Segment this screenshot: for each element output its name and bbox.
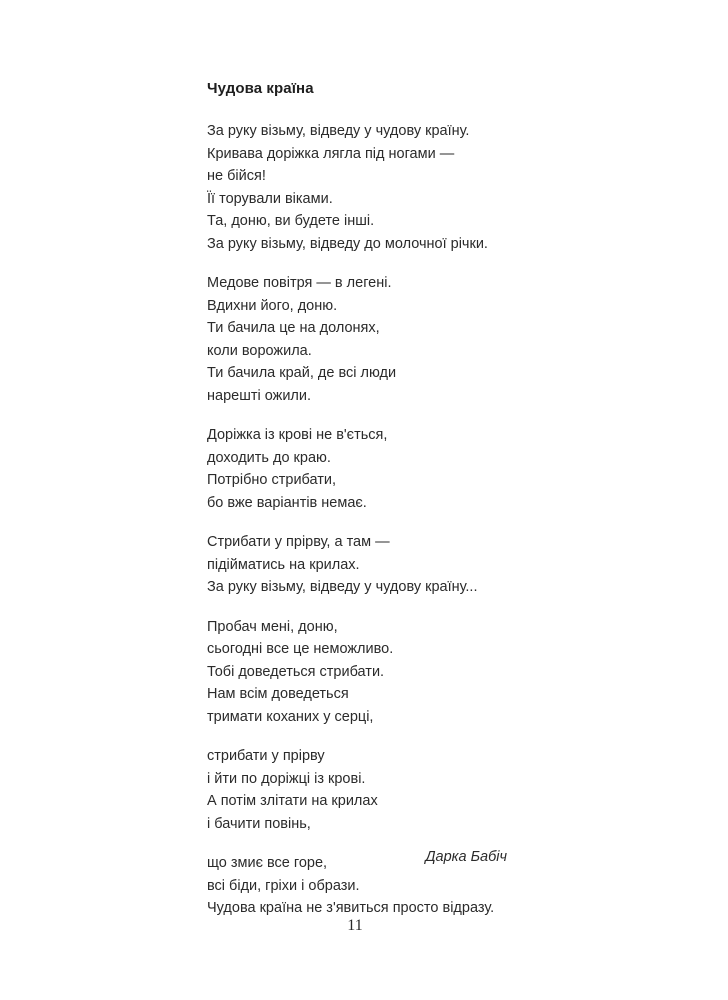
page-number: 11 [347,917,363,934]
poem-line: і бачити повінь, [207,815,311,832]
poem-line: і йти по доріжці із крові. [207,770,366,787]
poem-line: Медове повітря — в легені. [207,275,392,291]
poem-line: За руку візьму, відведу у чудову країну... [207,579,478,595]
poem-line: не бійся! [207,168,266,184]
poem-line: підійматись на крилах. [207,556,360,573]
poem-line: За руку візьму, відведу до молочної річки. [207,235,488,252]
poem-line: всі біди, гріхи і образи. [207,877,360,894]
poem-line: Чудова країна не з'явиться просто відразу. [207,900,495,916]
poem [207,78,537,937]
poem-stanza [207,120,537,255]
poem-title: Чудова країна [207,80,314,97]
poem-stanza [207,531,537,599]
poem-line: тримати коханих у серці, [207,708,374,725]
poem-line: стрибати у прірву [207,748,325,764]
poem-body [207,120,537,920]
poem-author: Дарка Бабіч [425,849,507,865]
poem-line: Її торували віками. [207,190,333,207]
poem-line: доходить до краю. [207,449,331,466]
poem-line: бо вже варіантів немає. [207,494,367,511]
poem-line: Пробач мені, доню, [207,618,338,635]
poem-line: коли ворожила. [207,342,312,359]
poem-line: За руку візьму, відведу у чудову країну. [207,123,470,139]
poem-line: А потім злітати на крилах [207,793,378,809]
poem-line: що змиє все горе, [207,855,328,871]
poem-line: нарешті ожили. [207,387,312,404]
poem-line: Доріжка із крові не в'ється, [207,427,388,443]
poem-stanza [207,272,537,407]
poem-line: Стрибати у прірву, а там — [207,534,390,550]
poem-line: Ти бачила край, де всі люди [207,365,397,381]
poem-line: Вдихни його, доню. [207,297,338,314]
poem-stanza [207,745,537,835]
poem-line: Кривава доріжка лягла під ногами — [207,145,455,162]
poem-line: Потрібно стрибати, [207,472,337,488]
poem-line: Нам всім доведеться [207,686,349,702]
poem-stanza [207,616,537,729]
poem-stanza [207,424,537,514]
poem-line: Та, доню, ви будете інші. [207,213,375,229]
poem-line: сьогодні все це неможливо. [207,641,394,657]
poem-line: Ти бачила це на долонях, [207,320,380,336]
poem-line: Тобі доведеться стрибати. [207,663,385,680]
